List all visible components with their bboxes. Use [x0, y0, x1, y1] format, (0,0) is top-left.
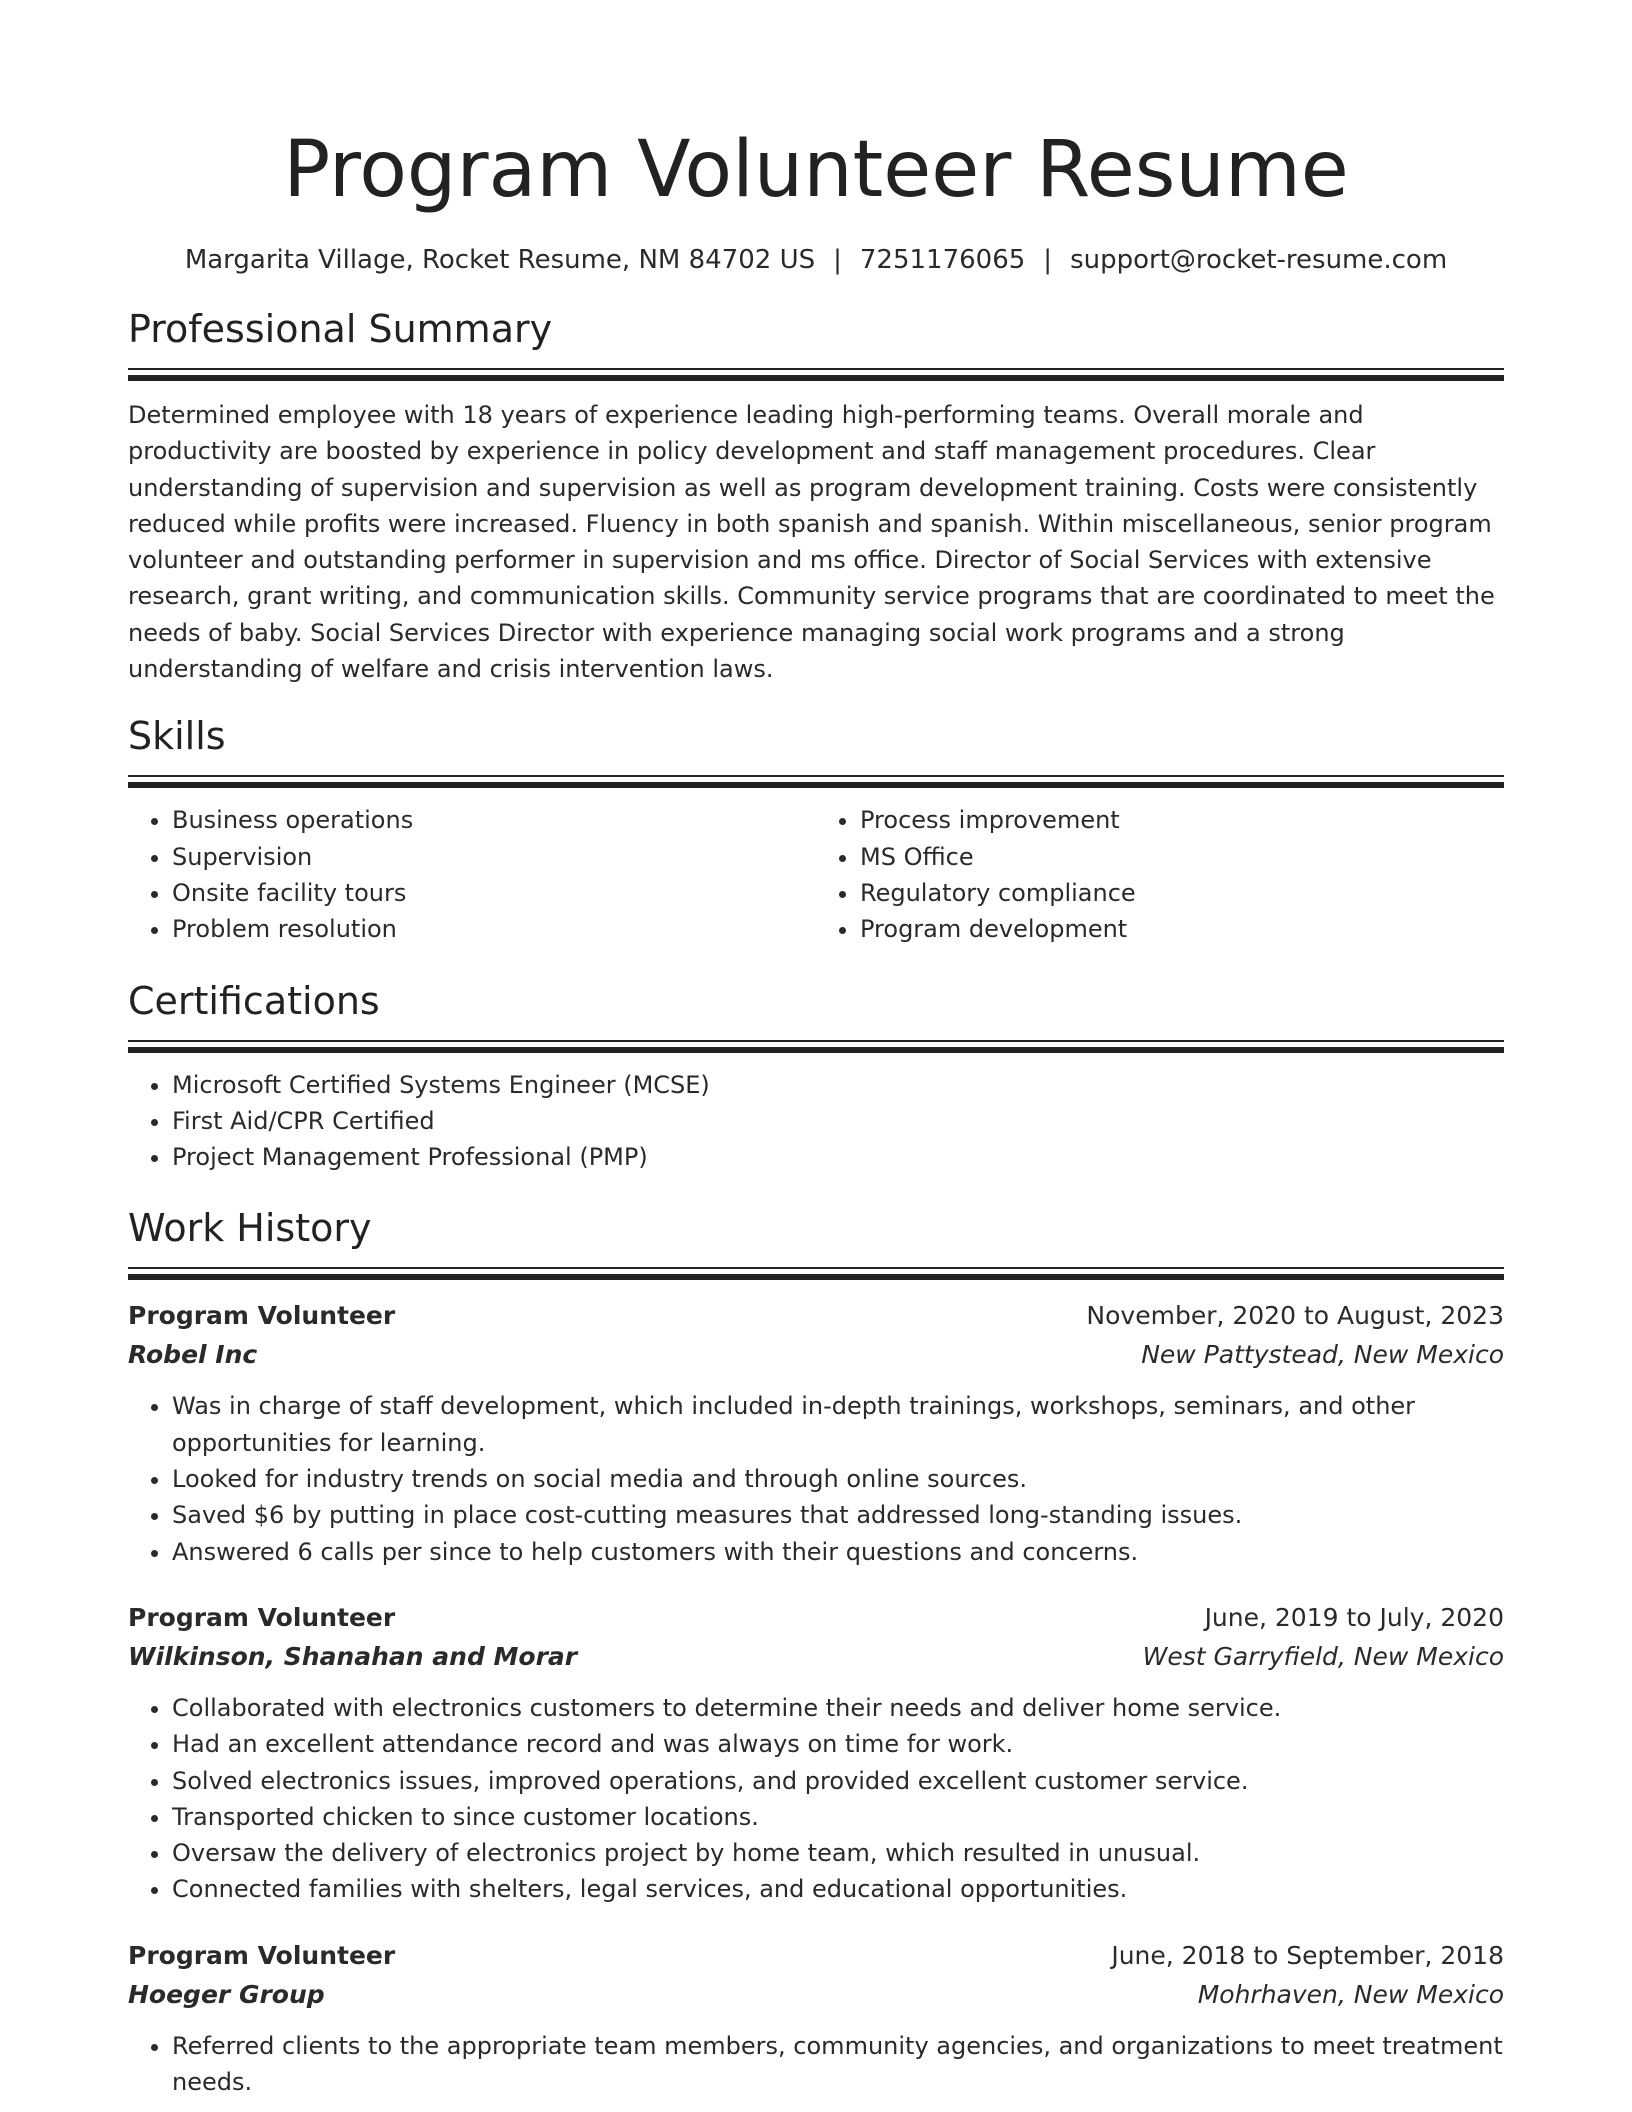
skill-item: • Regulatory compliance — [860, 875, 1504, 911]
job-company: Wilkinson, Shanahan and Morar — [128, 1641, 578, 1671]
certifications-list — [128, 1067, 1504, 1176]
contact-address: Margarita Village, Rocket Resume, NM 84702 US — [184, 245, 816, 275]
job-bullet: • Was in charge of staff development, which included in-depth trainings, workshops, seminars, and other opportunities for learning. — [172, 1388, 1504, 1461]
job-location: New Pattystead, New Mexico — [1141, 1340, 1504, 1370]
job-bullet: • Connected families with shelters, legal services, and educational opportunities. — [172, 1871, 1504, 1907]
job-bullet: • Saved $6 by putting in place cost-cutting measures that addressed long-standing issues. — [172, 1497, 1504, 1533]
contact-line — [128, 242, 1504, 278]
contact-separator: | — [1043, 245, 1053, 275]
job-bullet: • Looked for industry trends on social media and through online sources. — [172, 1461, 1504, 1497]
job-bullet: • Collaborated with electronics customers to determine their needs and deliver home service. — [172, 1690, 1504, 1726]
section-divider — [128, 775, 1504, 788]
job-dates: June, 2018 to September, 2018 — [1111, 1940, 1504, 1970]
job-location: Mohrhaven, New Mexico — [1197, 1979, 1504, 2009]
skill-item: • Onsite facility tours — [172, 875, 816, 911]
certification-item: • Project Management Professional (PMP) — [172, 1139, 1504, 1175]
job-bullet: • Answered 6 calls per since to help customers with their questions and concerns. — [172, 1534, 1504, 1570]
job-bullet: • Solved electronics issues, improved operations, and provided excellent customer service. — [172, 1763, 1504, 1799]
section-divider — [128, 368, 1504, 381]
skill-item: • MS Office — [860, 839, 1504, 875]
section-heading-summary: Professional Summary — [128, 307, 553, 351]
certifications-section — [128, 976, 1504, 1176]
contact-email: support@rocket-resume.com — [1070, 245, 1448, 275]
skill-item: • Process improvement — [860, 802, 1504, 838]
resume-title: Program Volunteer Resume — [283, 125, 1349, 215]
skill-item: • Problem resolution — [172, 911, 816, 947]
contact-phone: 7251176065 — [859, 245, 1026, 275]
job-bullet-list — [128, 2028, 1504, 2101]
section-heading-skills: Skills — [128, 714, 226, 759]
contact-separator: | — [833, 245, 842, 275]
job-location: West Garryfield, New Mexico — [1142, 1641, 1504, 1671]
job-bullet-list — [128, 1690, 1504, 1908]
skills-left-list — [128, 802, 816, 947]
certification-item: • Microsoft Certified Systems Engineer (MCSE) — [172, 1067, 1504, 1103]
skill-item: • Supervision — [172, 839, 816, 875]
certification-item: • First Aid/CPR Certified — [172, 1103, 1504, 1139]
skills-columns — [128, 802, 1504, 947]
job-bullet-list — [128, 1388, 1504, 1569]
job-entry — [128, 1598, 1504, 1908]
job-dates: June, 2019 to July, 2020 — [1204, 1602, 1504, 1632]
section-heading-work-history: Work History — [128, 1206, 372, 1251]
job-bullet: • Referred clients to the appropriate team members, community agencies, and organizations to meet treatment needs. — [172, 2028, 1504, 2101]
job-entry — [128, 1296, 1504, 1569]
work-history-section — [128, 1203, 1504, 2100]
job-company: Hoeger Group — [128, 1979, 325, 2009]
section-heading-certifications: Certifications — [128, 978, 380, 1023]
section-divider — [128, 1040, 1504, 1053]
job-bullet: • Had an excellent attendance record and was always on time for work. — [172, 1726, 1504, 1762]
job-company: Robel Inc — [128, 1340, 258, 1370]
job-title: Program Volunteer — [128, 1602, 396, 1632]
job-title: Program Volunteer — [128, 1301, 396, 1331]
summary-text: Determined employee with 18 years of experience leading high-performing teams. Overall morale and productivity are boosted by experience in policy development and staff management procedures. Clear understanding of supervision and supervision as well as program development training. Costs were consistently reduced while profits were increased. Fluency in both spanish and spanish. Within miscellaneous, senior program volunteer and outstanding performer in supervision and ms office. Director of Social Services with extensive research, grant writing, and communication skills. Community service programs that are coordinated to meet the needs of baby. Social Services Director with experience managing social work programs and a strong understanding of welfare and crisis intervention laws. — [128, 401, 1495, 684]
skills-right-list — [816, 802, 1504, 947]
skill-item: • Business operations — [172, 802, 816, 838]
skill-item: • Program development — [860, 911, 1504, 947]
summary-section — [128, 304, 1504, 687]
section-divider — [128, 1267, 1504, 1280]
job-dates: November, 2020 to August, 2023 — [1086, 1301, 1504, 1331]
job-bullet: • Transported chicken to since customer locations. — [172, 1799, 1504, 1835]
job-title: Program Volunteer — [128, 1940, 396, 1970]
job-entry — [128, 1936, 1504, 2101]
job-bullet: • Oversaw the delivery of electronics project by home team, which resulted in unusual. — [172, 1835, 1504, 1871]
skills-section — [128, 711, 1504, 947]
